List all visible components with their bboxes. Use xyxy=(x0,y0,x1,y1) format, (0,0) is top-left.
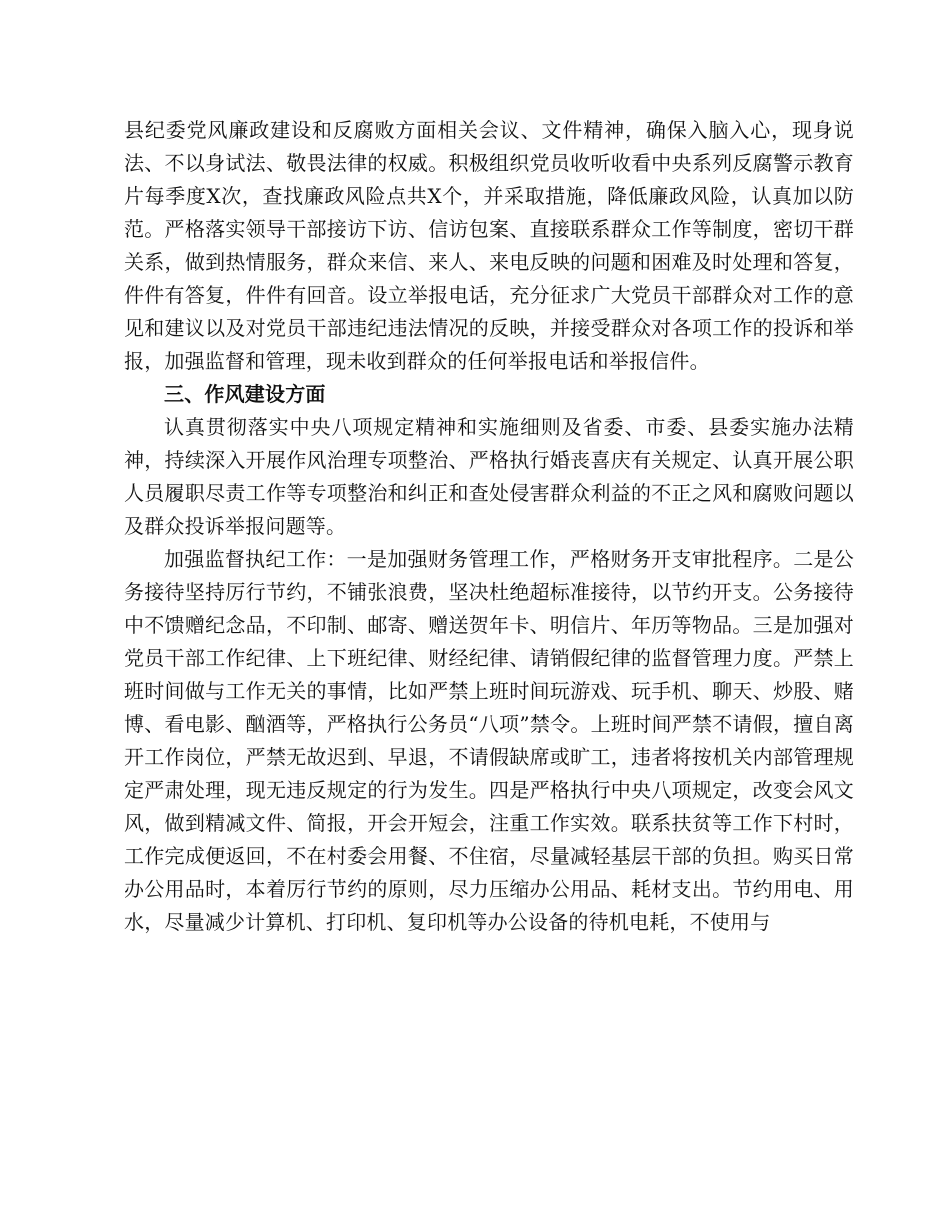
paragraph: 加强监督执纪工作：一是加强财务管理工作，严格财务开支审批程序。二是公务接待坚持厉行节约，不铺张浪费，坚决杜绝超标准接待，以节约开支。公务接待中不馈赠纪念品，不印制、邮寄、赠送贺年卡、明信片、年历等物品。三是加强对党员干部工作纪律、上下班纪律、财经纪律、请销假纪律的监督管理力度。严禁上班时间做与工作无关的事情，比如严禁上班时间玩游戏、玩手机、聊天、炒股、赌博、看电影、酗酒等，严格执行公务员“八项”禁令。上班时间严禁不请假，擅自离开工作岗位，严禁无故迟到、早退，不请假缺席或旷工，违者将按机关内部管理规定严肃处理，现无违反规定的行为发生。四是严格执行中央八项规定，改变会风文风，做到精减文件、简报，开会开短会，注重工作实效。联系扶贫等工作下村时，工作完成便返回，不在村委会用餐、不住宿，尽量减轻基层干部的负担。购买日常办公用品时，本着厉行节约的原则，尽力压缩办公用品、耗材支出。节约用电、用水，尽量减少计算机、打印机、复印机等办公设备的待机电耗，不使用与 xyxy=(124,547,854,934)
section-heading: 三、作风建设方面 xyxy=(164,382,326,406)
paragraph-continuation: 县纪委党风廉政建设和反腐败方面相关会议、文件精神，确保入脑入心，现身说法、不以身试法、敬畏法律的权威。积极组织党员收听收看中央系列反腐警示教育片每季度X次，查找廉政风险点共X个，并采取措施，降低廉政风险，认真加以防范。严格落实领导干部接访下访、信访包案、直接联系群众工作等制度，密切干群关系，做到热情服务，群众来信、来人、来电反映的问题和困难及时处理和答复，件件有答复，件件有回音。设立举报电话，充分征求广大党员干部群众对工作的意见和建议以及对党员干部违纪违法情况的反映，并接受群众对各项工作的投诉和举报，加强监督和管理，现未收到群众的任何举报电话和举报信件。 xyxy=(124,118,854,373)
paragraph: 认真贯彻落实中央八项规定精神和实施细则及省委、市委、县委实施办法精神，持续深入开展作风治理专项整治、严格执行婚丧喜庆有关规定、认真开展公职人员履职尽责工作等专项整治和纠正和查处侵害群众利益的不正之风和腐败问题以及群众投诉举报问题等。 xyxy=(124,415,854,538)
document-body xyxy=(124,114,854,939)
